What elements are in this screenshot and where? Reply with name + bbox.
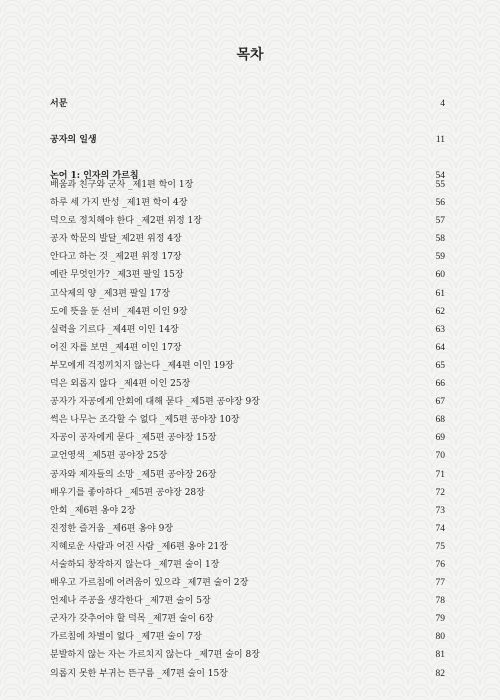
toc-page-number: 80: [435, 632, 445, 643]
toc-entry-title: 하루 세 가지 반성 _제1편 학이 4장: [50, 198, 188, 209]
toc-page-number: 54: [435, 171, 445, 182]
toc-list: [50, 95, 445, 185]
toc-entry-title: 분발하지 않는 자는 가르치지 않는다 _제7편 술이 8장: [50, 650, 260, 661]
toc-page-number: 81: [435, 650, 445, 661]
toc-entry[interactable]: [50, 230, 445, 248]
toc-entry[interactable]: [50, 321, 445, 339]
toc-page-number: 70: [435, 451, 445, 462]
toc-page-number: 68: [435, 415, 445, 426]
toc-entry-title: 덕으로 정치해야 한다 _제2편 위정 1장: [50, 216, 202, 227]
toc-entry-title: 고삭제의 양 _제3편 팔일 17장: [50, 288, 171, 299]
toc-page-number: 4: [440, 99, 445, 109]
toc-entry[interactable]: [50, 574, 445, 592]
toc-entry[interactable]: [50, 393, 445, 411]
toc-page-number: 56: [435, 198, 445, 209]
toc-entry-title: 공자 학문의 발달_제2편 위정 4장: [50, 234, 182, 245]
toc-entry[interactable]: [50, 610, 445, 628]
toc-entry[interactable]: [50, 665, 445, 683]
toc-entry-title: 도에 뜻을 둔 선비 _제4편 이인 9장: [50, 306, 188, 317]
toc-entry[interactable]: [50, 646, 445, 664]
toc-entry[interactable]: [50, 248, 445, 266]
toc-page-number: 63: [435, 324, 445, 335]
toc-page-number: 75: [435, 541, 445, 552]
toc-entry[interactable]: [50, 556, 445, 574]
toc-entry[interactable]: [50, 411, 445, 429]
toc-entry-title: 언제나 주공을 생각한다 _제7편 술이 5장: [50, 596, 211, 607]
toc-entry-title: 부모에게 걱정끼치지 않는다 _제4편 이인 19장: [50, 360, 234, 371]
toc-page-number: 58: [435, 234, 445, 245]
toc-entry-title: 공자가 자공에게 안회에 대해 묻다 _제5편 공야장 9장: [50, 397, 260, 408]
toc-entry-title: 서술하되 창작하지 않는다 _제7편 술이 1장: [50, 559, 220, 570]
toc-section-preface[interactable]: [50, 95, 445, 113]
toc-entry[interactable]: [50, 357, 445, 375]
toc-entry[interactable]: [50, 502, 445, 520]
toc-entry-title: 진정한 즐거움 _제6편 옹야 9장: [50, 523, 174, 534]
page-title: 목차: [236, 47, 264, 63]
toc-entry[interactable]: [50, 266, 445, 284]
toc-entry[interactable]: [50, 520, 445, 538]
toc-entry[interactable]: [50, 628, 445, 646]
toc-entry[interactable]: [50, 484, 445, 502]
toc-page-number: 59: [435, 252, 445, 263]
toc-entry[interactable]: [50, 303, 445, 321]
toc-entries: [50, 176, 445, 683]
toc-entry-title: 안회 _제6편 옹야 2장: [50, 505, 136, 516]
toc-entry-title: 배움과 친구와 군자 _제1편 학이 1장: [50, 180, 194, 190]
toc-entry[interactable]: [50, 447, 445, 465]
toc-page-number: 79: [435, 614, 445, 625]
toc-entry-title: 의롭지 못한 부귀는 뜬구름 _제7편 술이 15장: [50, 668, 228, 679]
toc-entry-title: 덕은 외롭지 않다 _제4편 이인 25장: [50, 379, 191, 390]
toc-page-number: 57: [435, 216, 445, 227]
toc-page-number: 72: [435, 487, 445, 498]
toc-page-number: 64: [435, 342, 445, 353]
toc-entry[interactable]: [50, 375, 445, 393]
toc-page-number: 73: [435, 505, 445, 516]
toc-entry-title: 군자가 갖추어야 할 덕목 _제7편 술이 6장: [50, 614, 214, 625]
toc-page-number: 65: [435, 360, 445, 371]
toc-entry[interactable]: [50, 592, 445, 610]
toc-page-number: 82: [435, 668, 445, 679]
toc-entry-title: 지혜로운 사람과 어진 사람 _제6편 옹야 21장: [50, 541, 228, 552]
toc-page-number: 71: [435, 469, 445, 480]
toc-entry-title: 실력을 기르다 _제4편 이인 14장: [50, 324, 179, 335]
toc-entry-title: 교언영색 _제5편 공야장 25장: [50, 451, 168, 462]
toc-entry-title: 어진 자를 보면 _제4편 이인 17장: [50, 342, 182, 353]
toc-page-number: 76: [435, 559, 445, 570]
toc-page-number: 60: [435, 270, 445, 281]
toc-entry[interactable]: [50, 339, 445, 357]
toc-entry-title: 배우기를 좋아하다 _제5편 공야장 28장: [50, 487, 205, 498]
toc-page-number: 62: [435, 306, 445, 317]
toc-page-number: 78: [435, 596, 445, 607]
toc-entry[interactable]: [50, 194, 445, 212]
toc-page-number: 77: [435, 578, 445, 589]
toc-entry-title: 공자와 제자들의 소망 _제5편 공야장 26장: [50, 469, 217, 480]
toc-section-biography[interactable]: [50, 131, 445, 149]
toc-page-number: 66: [435, 379, 445, 390]
toc-page-number: 61: [435, 288, 445, 299]
toc-section-title: 논어 1: 인자의 가르침: [50, 171, 139, 182]
toc-entry[interactable]: [50, 538, 445, 556]
toc-entry-title: 썩은 나무는 조각할 수 없다 _제5편 공야장 10장: [50, 415, 240, 426]
toc-entry-title: 배우고 가르침에 어려움이 있으랴 _제7편 술이 2장: [50, 578, 249, 589]
toc-page-number: 69: [435, 433, 445, 444]
toc-page-number: 55: [435, 180, 445, 190]
toc-entry[interactable]: [50, 285, 445, 303]
toc-section-title: 공자의 일생: [50, 135, 97, 146]
toc-entry[interactable]: [50, 212, 445, 230]
toc-entry-title: 가르침에 차별이 없다 _제7편 술이 7장: [50, 632, 202, 643]
toc-entry[interactable]: [50, 176, 445, 194]
toc-page-number: 74: [435, 523, 445, 534]
toc-page-number: 11: [435, 135, 445, 146]
toc-section-title: 서문: [50, 99, 68, 109]
toc-entry[interactable]: [50, 429, 445, 447]
toc-page-number: 67: [435, 397, 445, 408]
toc-entry-title: 예란 무엇인가? _제3편 팔일 15장: [50, 270, 184, 281]
toc-entry-title: 안다고 하는 것 _제2편 위정 17장: [50, 252, 182, 263]
toc-entry[interactable]: [50, 466, 445, 484]
toc-entry-title: 자공이 공자에게 묻다 _제5편 공야장 15장: [50, 433, 217, 444]
